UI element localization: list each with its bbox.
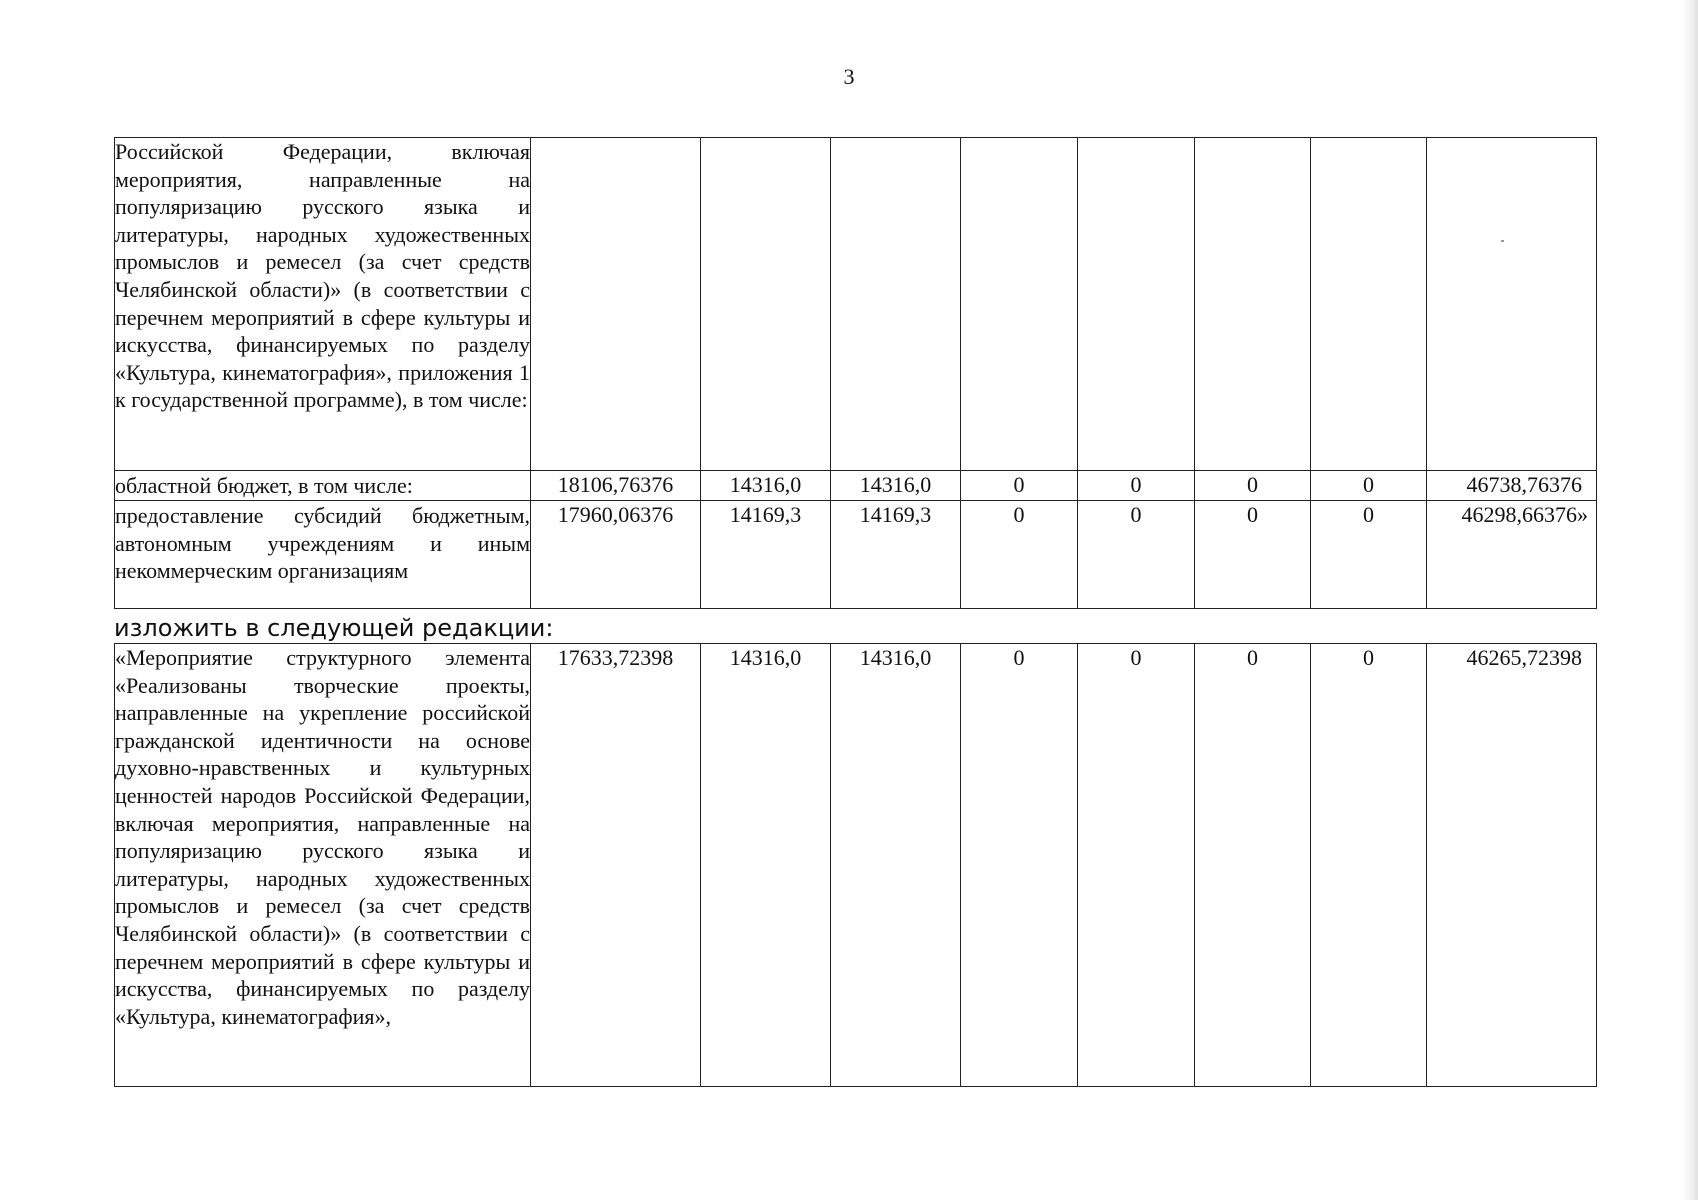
row-description: «Мероприятие структурного элемента «Реализованы творческие проекты, направленные на укрепление российской гражданской идентичности на основе духовно-нравственных и культурных ценностей народов Российской Федерации, включая мероприятия, направленные на популяризацию русского языка и литературы, народных художественных промыслов и ремесел (за счет средств Челябинской области)» (в соответствии с перечнем мероприятий в сфере культуры и искусства, финансируемых по разделу «Культура, кинематография»,	[115, 644, 531, 1087]
value-cell	[531, 138, 701, 471]
total-cell: 46738,76376	[1427, 471, 1597, 501]
budget-table-current	[114, 137, 1597, 609]
value-cell: 14316,0	[701, 644, 831, 1087]
value-cell: 0	[961, 501, 1078, 609]
value-cell: 14316,0	[831, 471, 961, 501]
value-cell	[1078, 138, 1195, 471]
value-cell: 0	[1311, 501, 1427, 609]
value-cell	[1311, 138, 1427, 471]
value-cell: 14169,3	[831, 501, 961, 609]
total-cell	[1427, 138, 1597, 471]
value-cell: 0	[1311, 644, 1427, 1087]
page-number: 3	[843, 64, 855, 89]
value-cell: 0	[1195, 501, 1311, 609]
value-cell	[961, 138, 1078, 471]
value-cell: 0	[1195, 471, 1311, 501]
total-cell: 46298,66376»	[1427, 501, 1597, 609]
table-row	[115, 138, 1597, 471]
table-row	[115, 471, 1597, 501]
value-cell: 0	[1078, 644, 1195, 1087]
value-cell: 17960,06376	[531, 501, 701, 609]
value-cell: 17633,72398	[531, 644, 701, 1087]
scan-speck	[1501, 240, 1504, 242]
row-description: областной бюджет, в том числе:	[115, 471, 531, 501]
value-cell: 0	[961, 644, 1078, 1087]
budget-table-new	[114, 643, 1597, 1087]
value-cell: 18106,76376	[531, 471, 701, 501]
value-cell: 0	[961, 471, 1078, 501]
amendment-caption: изложить в следующей редакции:	[114, 614, 554, 642]
table-row	[115, 501, 1597, 609]
value-cell: 14316,0	[831, 644, 961, 1087]
scan-edge-shadow	[1682, 0, 1698, 1200]
value-cell	[1195, 138, 1311, 471]
row-description: Российской Федерации, включая мероприятия, направленные на популяризацию русского языка и литературы, народных художественных промыслов и ремесел (за счет средств Челябинской области)» (в соответствии с перечнем мероприятий в сфере культуры и искусства, финансируемых по разделу «Культура, кинематография», приложения 1 к государственной программе), в том числе:	[115, 138, 531, 471]
value-cell	[831, 138, 961, 471]
value-cell: 14316,0	[701, 471, 831, 501]
value-cell: 14169,3	[701, 501, 831, 609]
table-row	[115, 644, 1597, 1087]
value-cell: 0	[1078, 501, 1195, 609]
row-description: предоставление субсидий бюджетным, автономным учреждениям и иным некоммерческим организациям	[115, 501, 531, 609]
value-cell: 0	[1078, 471, 1195, 501]
value-cell	[701, 138, 831, 471]
total-cell: 46265,72398	[1427, 644, 1597, 1087]
value-cell: 0	[1311, 471, 1427, 501]
value-cell: 0	[1195, 644, 1311, 1087]
